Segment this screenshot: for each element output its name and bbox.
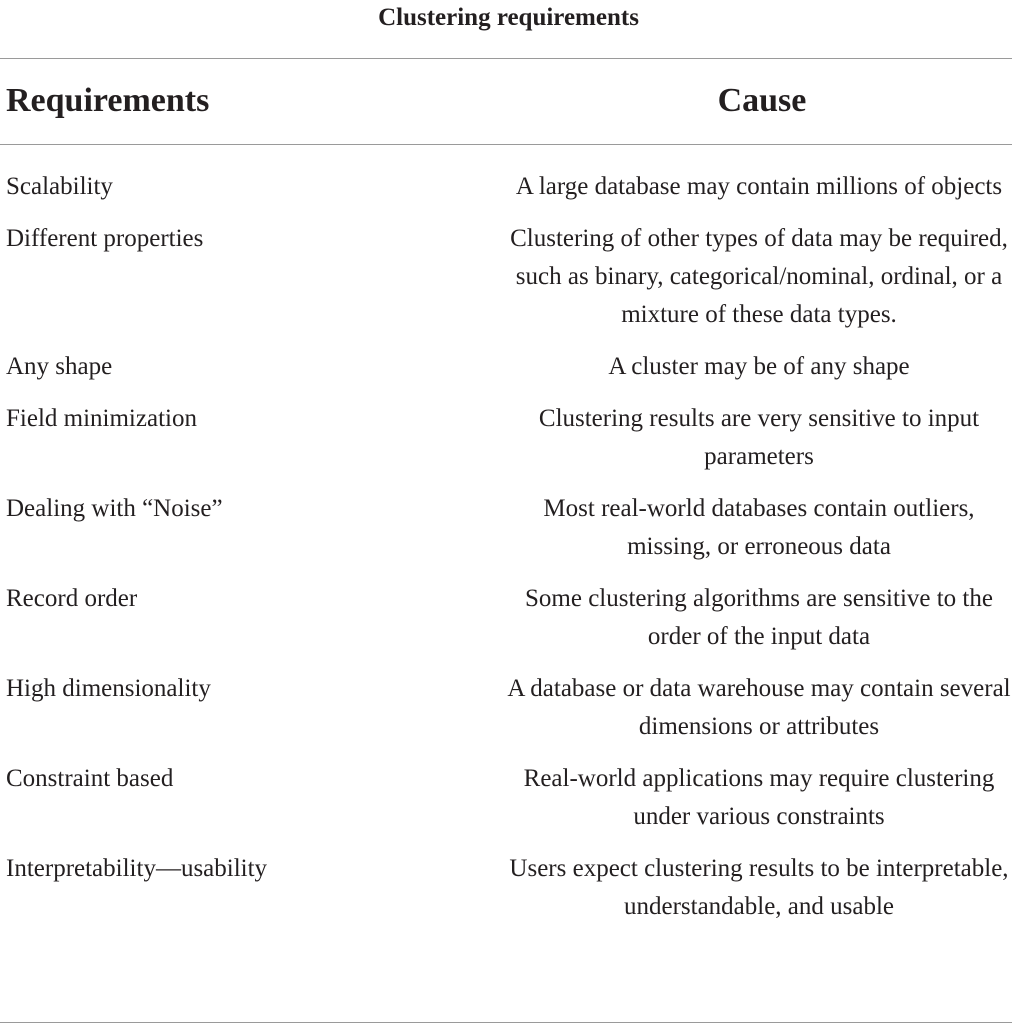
cause-cell: A database or data warehouse may contain several dimensions or attributes	[507, 675, 1011, 740]
table-row	[0, 580, 1012, 656]
top-rule	[0, 58, 1012, 59]
requirement-cell: Scalability	[6, 173, 113, 200]
table-row	[0, 400, 1012, 476]
requirement-cell: Record order	[6, 585, 138, 612]
requirement-cell: Any shape	[6, 353, 113, 380]
bottom-rule	[0, 1022, 1012, 1023]
table-row	[0, 760, 1012, 836]
requirement-cell: Constraint based	[6, 765, 174, 792]
table-row	[0, 348, 1012, 386]
requirements-column-header: Requirements	[6, 82, 210, 119]
requirement-cell: Dealing with “Noise”	[6, 495, 223, 522]
table-row	[0, 850, 1012, 926]
requirement-cell: Different properties	[6, 225, 204, 252]
cause-cell: Most real-world databases contain outliers, missing, or erroneous data	[543, 495, 975, 560]
table-row	[0, 490, 1012, 566]
table-body	[0, 168, 1012, 940]
requirement-cell: Field minimization	[6, 405, 197, 432]
cause-cell: Real-world applications may require clustering under various constraints	[523, 765, 995, 830]
cause-cell: Clustering of other types of data may be required, such as binary, categorical/nominal, ordinal, or a mixture of these data types.	[510, 225, 1008, 328]
table-header-row	[0, 78, 1012, 124]
table-row	[0, 220, 1012, 334]
cause-cell: Clustering results are very sensitive to input parameters	[538, 405, 980, 470]
header-rule	[0, 144, 1012, 145]
requirement-cell: High dimensionality	[6, 675, 211, 702]
requirement-cell: Interpretability—usability	[6, 855, 268, 882]
cause-cell: Some clustering algorithms are sensitive to the order of the input data	[525, 585, 993, 650]
cause-cell: A large database may contain millions of objects	[515, 173, 1003, 200]
table-row	[0, 670, 1012, 746]
table-title: Clustering requirements	[378, 4, 639, 31]
table-row	[0, 168, 1012, 206]
cause-cell: A cluster may be of any shape	[608, 353, 910, 380]
cause-cell: Users expect clustering results to be interpretable, understandable, and usable	[509, 855, 1009, 920]
cause-column-header: Cause	[717, 82, 807, 119]
